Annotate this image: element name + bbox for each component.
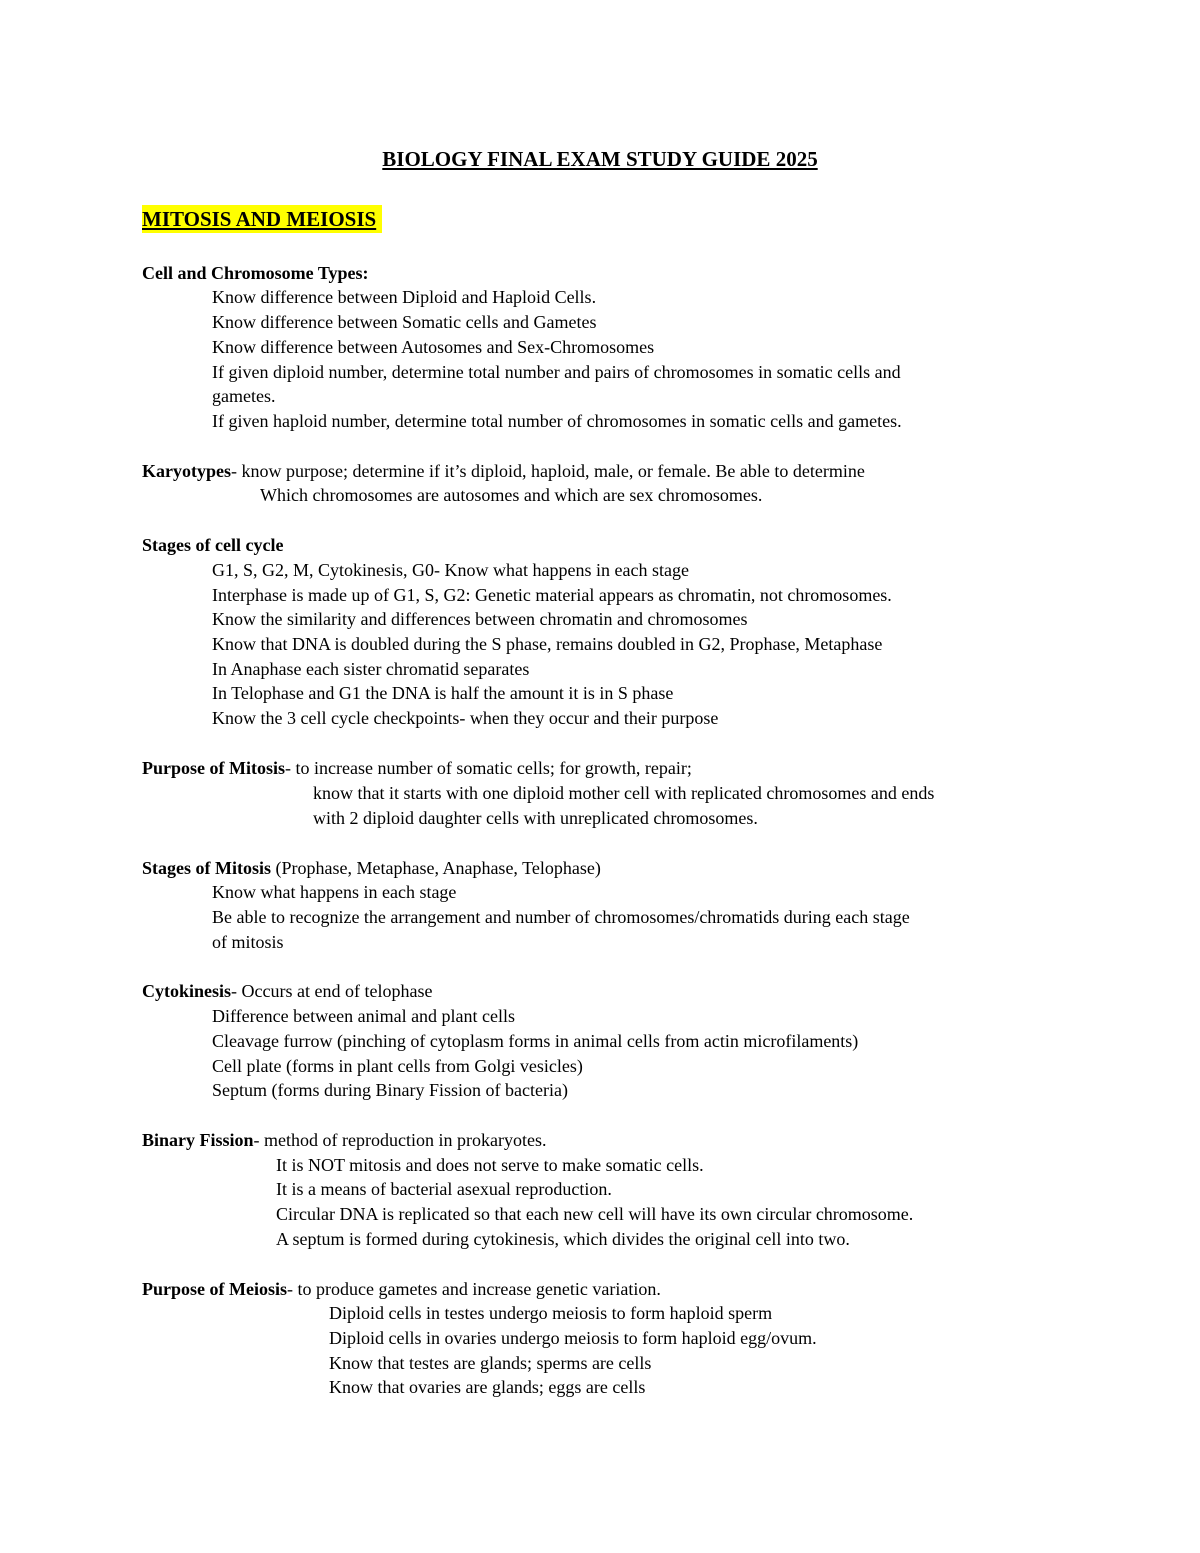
- list-item: with 2 diploid daughter cells with unreplicated chromosomes.: [313, 808, 758, 828]
- list-item: If given diploid number, determine total number and pairs of chromosomes in somatic cells and: [212, 362, 901, 382]
- cytokinesis-heading: Cytokinesis: [142, 981, 232, 1001]
- list-item: Which chromosomes are autosomes and which are sex chromosomes.: [260, 485, 763, 505]
- list-item: Know difference between Diploid and Haploid Cells.: [212, 287, 597, 307]
- cell-types-heading: Cell and Chromosome Types:: [142, 263, 369, 283]
- purpose-meiosis-heading: Purpose of Meiosis: [142, 1279, 287, 1299]
- stages-mitosis-heading: Stages of Mitosis: [142, 858, 271, 878]
- list-item: Cleavage furrow (pinching of cytoplasm forms in animal cells from actin microfilaments): [212, 1031, 859, 1051]
- list-item: Septum (forms during Binary Fission of bacteria): [212, 1080, 568, 1100]
- purpose-meiosis-text: - to produce gametes and increase genetic variation.: [286, 1279, 661, 1299]
- list-item: It is a means of bacterial asexual reproduction.: [276, 1179, 612, 1199]
- stages-mitosis-line: [142, 856, 601, 880]
- purpose-mitosis-heading: Purpose of Mitosis: [142, 758, 285, 778]
- purpose-mitosis-line: [142, 756, 692, 780]
- list-item: know that it starts with one diploid mother cell with replicated chromosomes and ends: [313, 783, 935, 803]
- karyotypes-line: [142, 459, 865, 483]
- stages-mitosis-text: (Prophase, Metaphase, Anaphase, Telophase): [271, 858, 601, 878]
- list-item: of mitosis: [212, 932, 284, 952]
- karyotypes-text: - know purpose; determine if it’s diploid, haploid, male, or female. Be able to determine: [231, 461, 865, 481]
- list-item: Know that DNA is doubled during the S phase, remains doubled in G2, Prophase, Metaphase: [212, 634, 883, 654]
- list-item: Know that testes are glands; sperms are cells: [329, 1353, 652, 1373]
- list-item: Diploid cells in ovaries undergo meiosis to form haploid egg/ovum.: [329, 1328, 817, 1348]
- cytokinesis-line: [142, 979, 432, 1003]
- section-heading: MITOSIS AND MEIOSIS: [142, 205, 382, 233]
- list-item: Cell plate (forms in plant cells from Golgi vesicles): [212, 1056, 583, 1076]
- document-title: BIOLOGY FINAL EXAM STUDY GUIDE 2025: [382, 147, 818, 171]
- list-item: In Anaphase each sister chromatid separates: [212, 659, 530, 679]
- list-item: If given haploid number, determine total number of chromosomes in somatic cells and gametes.: [212, 411, 902, 431]
- purpose-mitosis-text: - to increase number of somatic cells; for growth, repair;: [285, 758, 692, 778]
- list-item: Interphase is made up of G1, S, G2: Genetic material appears as chromatin, not chromosomes.: [212, 585, 892, 605]
- list-item: Know what happens in each stage: [212, 882, 457, 902]
- list-item: Be able to recognize the arrangement and number of chromosomes/chromatids during each stage: [212, 907, 910, 927]
- list-item: Know the similarity and differences between chromatin and chromosomes: [212, 609, 748, 629]
- list-item: Know difference between Somatic cells and Gametes: [212, 312, 597, 332]
- list-item: Circular DNA is replicated so that each new cell will have its own circular chromosome.: [276, 1204, 914, 1224]
- list-item: It is NOT mitosis and does not serve to make somatic cells.: [276, 1155, 704, 1175]
- list-item: Know difference between Autosomes and Sex-Chromosomes: [212, 337, 655, 357]
- list-item: gametes.: [212, 386, 276, 406]
- binary-fission-heading: Binary Fission: [142, 1130, 254, 1150]
- cell-cycle-heading: Stages of cell cycle: [142, 535, 284, 555]
- list-item: Diploid cells in testes undergo meiosis to form haploid sperm: [329, 1303, 773, 1323]
- list-item: Know that ovaries are glands; eggs are cells: [329, 1377, 646, 1397]
- binary-fission-text: - method of reproduction in prokaryotes.: [253, 1130, 547, 1150]
- list-item: In Telophase and G1 the DNA is half the amount it is in S phase: [212, 683, 674, 703]
- list-item: Difference between animal and plant cells: [212, 1006, 516, 1026]
- list-item: Know the 3 cell cycle checkpoints- when they occur and their purpose: [212, 708, 719, 728]
- karyotypes-heading: Karyotypes: [142, 461, 231, 481]
- list-item: G1, S, G2, M, Cytokinesis, G0- Know what happens in each stage: [212, 560, 689, 580]
- cytokinesis-text: - Occurs at end of telophase: [231, 981, 433, 1001]
- purpose-meiosis-line: [142, 1277, 661, 1301]
- list-item: A septum is formed during cytokinesis, which divides the original cell into two.: [276, 1229, 850, 1249]
- binary-fission-line: [142, 1128, 546, 1152]
